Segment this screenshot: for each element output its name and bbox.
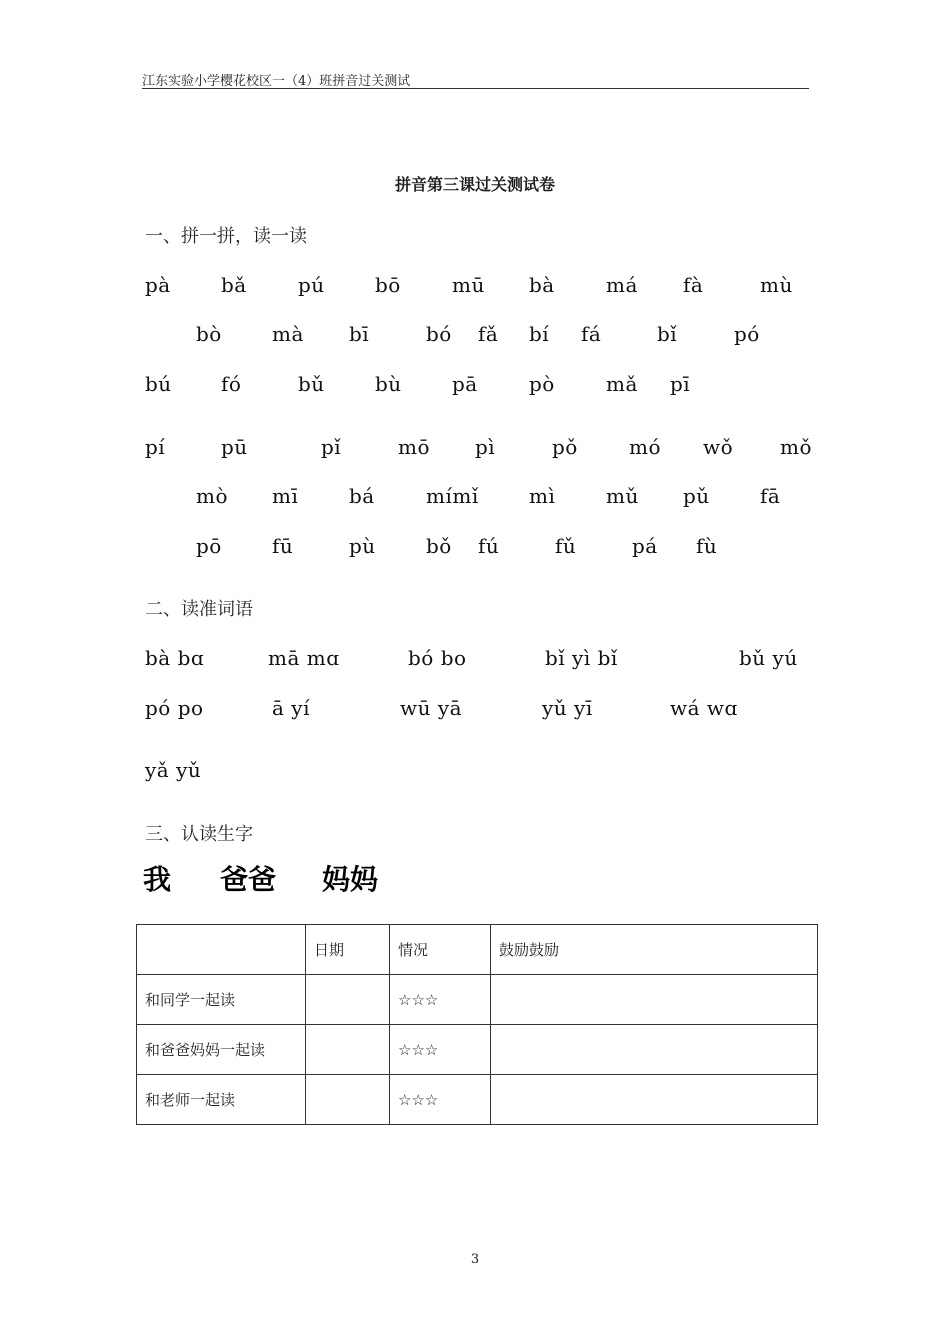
note-cell — [491, 1025, 818, 1075]
syllable: má — [606, 273, 638, 297]
syllable: pú — [298, 273, 325, 297]
document-title: 拼音第三课过关测试卷 — [394, 175, 555, 194]
syllable: mǎ — [606, 372, 638, 396]
syllable: bá — [349, 484, 375, 508]
syllable: fǔ — [555, 534, 577, 558]
syllable: mǒ — [780, 435, 813, 459]
date-cell — [306, 1025, 390, 1075]
syllable: pǐ — [321, 435, 342, 459]
note-cell — [491, 1075, 818, 1125]
syllable: fā — [760, 484, 781, 508]
syllable: pǔ — [683, 484, 710, 508]
word: bó bo — [408, 646, 467, 670]
row-label: 和老师一起读 — [137, 1075, 306, 1125]
syllable: fó — [221, 372, 242, 396]
character: 妈妈 — [322, 863, 379, 896]
syllable: bí — [529, 322, 550, 346]
syllable: pǒ — [552, 435, 578, 459]
syllable: mò — [196, 484, 229, 508]
syllable: pù — [349, 534, 376, 558]
table-row — [137, 1075, 818, 1125]
syllable: bō — [375, 273, 401, 297]
syllable: mì — [529, 484, 556, 508]
syllable: wǒ — [703, 435, 734, 459]
syllable: mù — [760, 273, 793, 297]
syllable: pó — [734, 322, 760, 346]
table-header-row — [137, 925, 818, 975]
header-cell — [137, 925, 306, 975]
syllable: bī — [349, 322, 370, 346]
date-cell — [306, 975, 390, 1025]
syllable: mū — [452, 273, 485, 297]
star-rating: ☆☆☆ — [390, 975, 491, 1025]
word: bà bɑ — [145, 646, 205, 670]
syllable: mō — [398, 435, 431, 459]
star-rating: ☆☆☆ — [390, 1075, 491, 1125]
syllable: bó — [426, 322, 452, 346]
section-3-heading: 三、认读生字 — [145, 824, 253, 845]
header-divider — [142, 88, 809, 89]
note-cell — [491, 975, 818, 1025]
word: mā mɑ — [268, 646, 340, 670]
syllable: fū — [272, 534, 294, 558]
syllable: mà — [272, 322, 304, 346]
section-1-heading: 一、拼一拼，读一读 — [145, 226, 307, 247]
word: yǎ yǔ — [145, 758, 202, 782]
word: bǔ yú — [739, 646, 798, 670]
word: bǐ yì bǐ — [545, 646, 618, 670]
syllable: mī — [272, 484, 299, 508]
header-cell: 日期 — [306, 925, 390, 975]
reading-log-table — [136, 924, 818, 1125]
syllable: pī — [670, 372, 691, 396]
page-header: 江东实验小学樱花校区一（4）班拼音过关测试 — [142, 74, 411, 89]
row-label: 和同学一起读 — [137, 975, 306, 1025]
syllable: pū — [221, 435, 248, 459]
syllable: bú — [145, 372, 172, 396]
page-number: 3 — [470, 1252, 480, 1267]
syllable: fú — [478, 534, 500, 558]
syllable: fǎ — [478, 322, 499, 346]
syllable: bà — [529, 273, 555, 297]
syllable: bǒ — [426, 534, 452, 558]
word: wū yā — [400, 696, 463, 720]
character: 我 — [143, 863, 172, 896]
word: ā yí — [272, 696, 310, 720]
syllable: bò — [196, 322, 222, 346]
syllable: bǔ — [298, 372, 325, 396]
section-2-heading: 二、读准词语 — [145, 599, 253, 620]
word: wá wɑ — [670, 696, 738, 720]
syllable: fá — [581, 322, 602, 346]
table-row — [137, 1025, 818, 1075]
syllable: mǔ — [606, 484, 639, 508]
syllable: mímǐ — [426, 484, 479, 508]
header-cell: 鼓励鼓励 — [491, 925, 818, 975]
date-cell — [306, 1075, 390, 1125]
syllable: mó — [629, 435, 662, 459]
syllable: fù — [696, 534, 718, 558]
syllable: fà — [683, 273, 704, 297]
syllable: pà — [145, 273, 171, 297]
word: yǔ yī — [542, 696, 593, 720]
syllable: bǐ — [657, 322, 678, 346]
syllable: pì — [475, 435, 496, 459]
character: 爸爸 — [220, 863, 277, 896]
table-row — [137, 975, 818, 1025]
syllable: pí — [145, 435, 166, 459]
syllable: bù — [375, 372, 402, 396]
syllable: pā — [452, 372, 478, 396]
word: pó po — [145, 696, 204, 720]
syllable: bǎ — [221, 273, 247, 297]
header-cell: 情况 — [390, 925, 491, 975]
star-rating: ☆☆☆ — [390, 1025, 491, 1075]
syllable: pá — [632, 534, 658, 558]
row-label: 和爸爸妈妈一起读 — [137, 1025, 306, 1075]
syllable: pò — [529, 372, 555, 396]
syllable: pō — [196, 534, 222, 558]
